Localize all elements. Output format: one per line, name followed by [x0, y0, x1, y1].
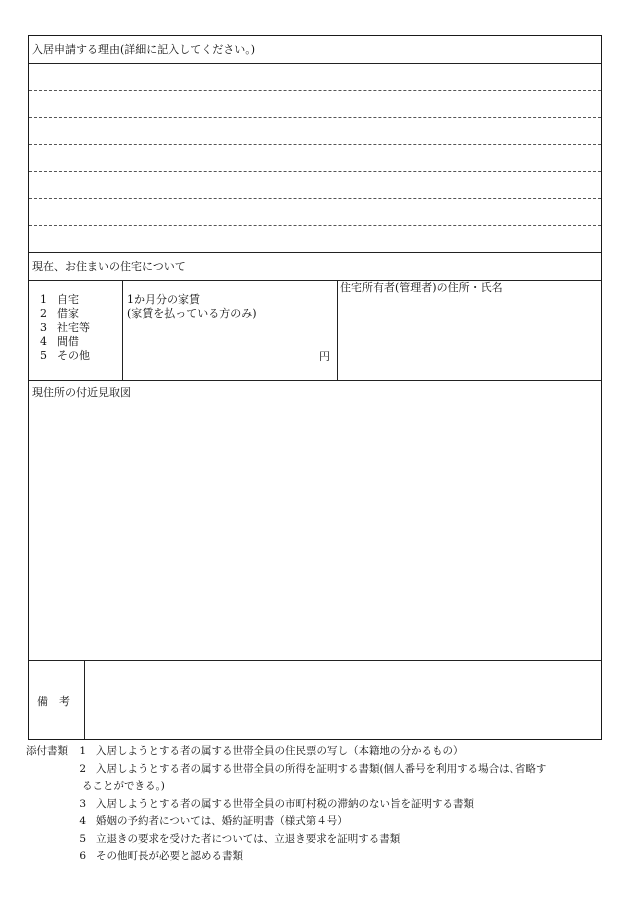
list-item: 6 その他町長が必要と認める書類 — [79, 850, 243, 862]
reason-line-3[interactable] — [29, 144, 601, 145]
housing-type-option[interactable]: 3 社宅等 — [40, 321, 90, 334]
divider — [337, 280, 338, 380]
rent-sublabel: (家賃を払っている方のみ) — [127, 307, 257, 320]
rent-amount-field[interactable] — [125, 326, 315, 362]
reason-line-4[interactable] — [29, 171, 601, 172]
list-item: 添付書類 1 入居しようとする者の属する世帯全員の住民票の写し（本籍地の分かるもの） — [26, 743, 616, 761]
divider — [29, 63, 601, 64]
owner-field[interactable] — [340, 301, 595, 371]
remarks-label: 備 考 — [37, 695, 70, 708]
divider — [29, 380, 601, 381]
map-area[interactable] — [31, 406, 597, 656]
housing-type-option[interactable]: 4 間借 — [40, 335, 79, 348]
divider — [122, 280, 123, 380]
remarks-field[interactable] — [89, 666, 594, 734]
attachments-heading: 添付書類 — [26, 745, 68, 757]
reason-label: 入居申請する理由(詳細に記入してください。) — [32, 43, 256, 56]
list-item: 2 入居しようとする者の属する世帯全員の所得を証明する書類(個人番号を利用する場合は､省略す — [79, 762, 547, 775]
list-item: 4 婚姻の予約者については、婚約証明書（様式第４号） — [79, 815, 348, 827]
divider — [84, 660, 85, 739]
owner-label: 住宅所有者(管理者)の住所・氏名 — [340, 281, 503, 294]
attachments-list — [26, 743, 616, 866]
housing-section-label: 現在、お住まいの住宅について — [32, 260, 186, 273]
divider — [29, 660, 601, 661]
list-item: 3 入居しようとする者の属する世帯全員の市町村税の滞納のない旨を証明する書類 — [79, 797, 474, 810]
housing-type-option[interactable]: 2 借家 — [40, 307, 79, 320]
housing-type-option[interactable]: 5 その他 — [40, 349, 90, 362]
divider — [29, 252, 601, 253]
divider — [29, 280, 601, 281]
reason-line-6[interactable] — [29, 225, 601, 226]
reason-line-1[interactable] — [29, 90, 601, 91]
reason-line-2[interactable] — [29, 117, 601, 118]
map-label: 現住所の付近見取図 — [32, 386, 131, 399]
housing-type-option[interactable]: 1 自宅 — [40, 293, 79, 306]
list-item: 5 立退きの要求を受けた者については、立退き要求を証明する書類 — [79, 832, 401, 845]
reason-line-5[interactable] — [29, 198, 601, 199]
list-item-continuation: ることができる。) — [82, 780, 165, 792]
application-form-table — [28, 35, 602, 740]
rent-label: 1か月分の家賃 — [127, 293, 200, 306]
rent-unit: 円 — [319, 350, 330, 363]
